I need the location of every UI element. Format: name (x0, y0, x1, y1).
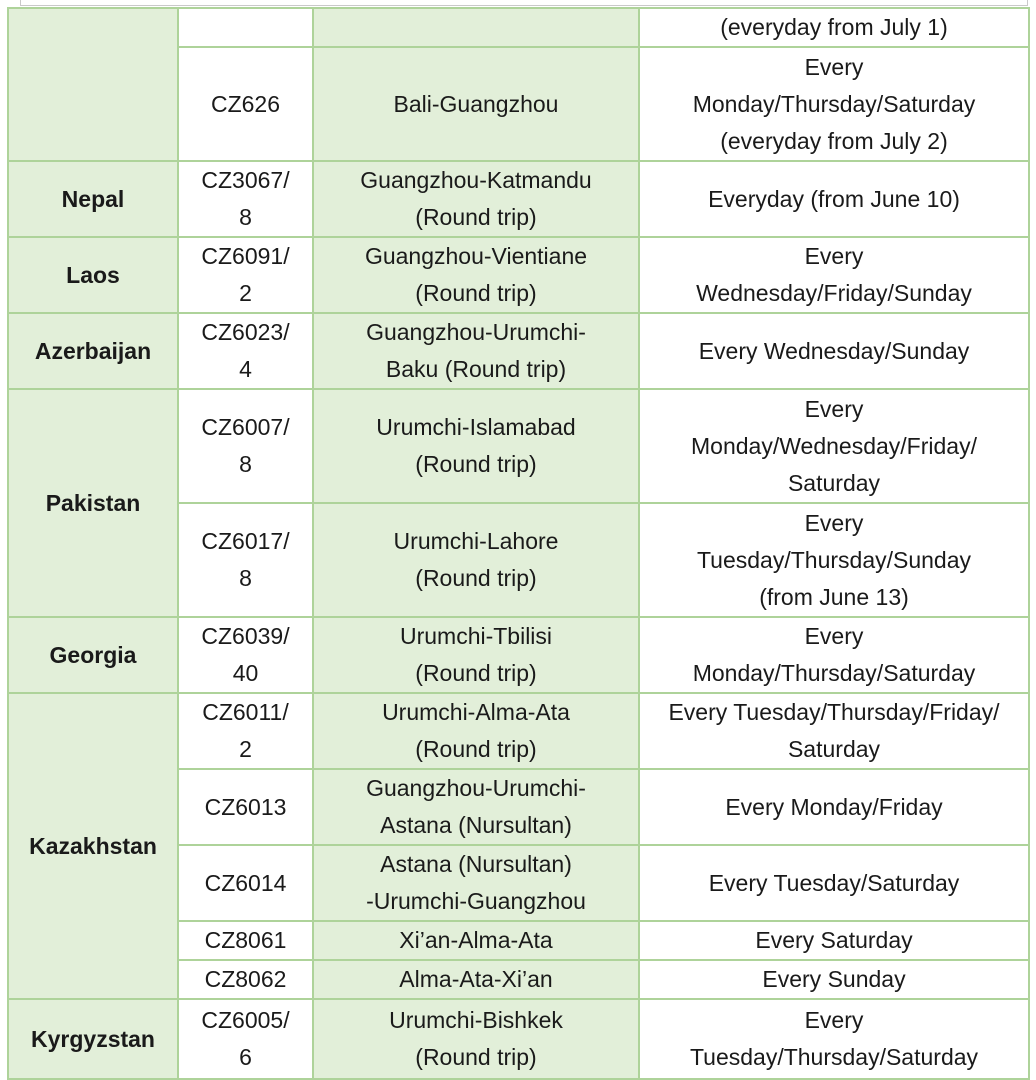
cell-text-line: (Round trip) (415, 204, 537, 230)
country-cell-kazakhstan: Kazakhstan (8, 693, 178, 999)
cell-text-line: CZ6023/ (201, 319, 290, 345)
flight-number-cell (178, 161, 313, 237)
route-cell (313, 8, 639, 47)
cell-text-line: Every Monday/Friday (725, 793, 943, 820)
frequency-cell (639, 313, 1029, 389)
flight-schedule-table (7, 7, 1030, 1080)
cell-text-line: 2 (239, 736, 252, 762)
cell-text-line: Urumchi-Lahore (393, 528, 559, 554)
flight-number-cell (178, 999, 313, 1079)
country-cell-azerbaijan: Azerbaijan (8, 313, 178, 389)
cell-text-line: Every (804, 243, 864, 269)
route-cell (313, 960, 639, 999)
cell-text-line: CZ6005/ (201, 1007, 290, 1033)
cell-text-line: CZ8061 (204, 927, 287, 953)
cell-text-line: Urumchi-Islamabad (376, 414, 576, 440)
flight-number-cell (178, 503, 313, 617)
cell-text-line: (Round trip) (415, 736, 537, 762)
country-cell-pakistan: Pakistan (8, 389, 178, 617)
route-cell (313, 503, 639, 617)
frequency-cell (639, 960, 1029, 999)
cell-text-line: Every (804, 1007, 864, 1033)
table-row (8, 8, 1029, 47)
flight-number-cell (178, 389, 313, 503)
cell-text-line: Every Sunday (762, 966, 906, 992)
frequency-cell (639, 769, 1029, 845)
cell-text-line: Every (804, 53, 864, 80)
country-cell-blank (8, 8, 178, 161)
cell-text-line: CZ6017/ (201, 528, 290, 554)
table-row (8, 389, 1029, 503)
cell-text-line: Tuesday/Thursday/Saturday (689, 1044, 979, 1070)
frequency-cell (639, 921, 1029, 960)
table-row (8, 693, 1029, 769)
cell-text-line: Xi’an-Alma-Ata (399, 927, 553, 953)
table-row (8, 313, 1029, 389)
cell-text-line: Urumchi-Tbilisi (399, 623, 553, 649)
cell-text-line: 8 (239, 451, 252, 477)
cell-text-line: (Round trip) (415, 1044, 537, 1070)
cell-text-line: Every (804, 395, 864, 422)
cell-text-line: CZ6091/ (201, 243, 290, 269)
cell-text-line: Baku (Round trip) (385, 356, 567, 382)
route-cell (313, 845, 639, 921)
frequency-cell (639, 237, 1029, 313)
route-cell (313, 161, 639, 237)
table-row (8, 237, 1029, 313)
frequency-cell (639, 999, 1029, 1079)
flight-number-cell (178, 769, 313, 845)
route-cell (313, 693, 639, 769)
cell-text-line: CZ3067/ (201, 167, 290, 193)
cell-text-line: 40 (232, 660, 259, 686)
country-cell-laos: Laos (8, 237, 178, 313)
country-cell-nepal: Nepal (8, 161, 178, 237)
cell-text-line: Urumchi-Alma-Ata (382, 699, 570, 725)
cell-text-line: Guangzhou-Urumchi- (366, 319, 586, 345)
cell-text-line: Monday/Wednesday/Friday/ (691, 432, 977, 459)
cell-text-line: Guangzhou-Katmandu (360, 167, 592, 193)
cell-text-line: CZ8062 (204, 966, 287, 992)
cell-text-line: CZ6014 (204, 869, 287, 896)
cell-text-line: Every Wednesday/Sunday (698, 337, 970, 364)
route-cell (313, 999, 639, 1079)
frequency-cell (639, 161, 1029, 237)
cell-text-line: -Urumchi-Guangzhou (366, 888, 586, 914)
flight-number-cell (178, 313, 313, 389)
cell-text-line: CZ6039/ (201, 623, 290, 649)
cell-text-line: Guangzhou-Urumchi- (366, 775, 586, 801)
frequency-cell (639, 389, 1029, 503)
cell-text-line: Saturday (787, 469, 881, 496)
country-cell-georgia: Georgia (8, 617, 178, 693)
flight-number-cell (178, 237, 313, 313)
frequency-cell (639, 617, 1029, 693)
cell-text-line: CZ626 (210, 90, 281, 117)
cell-text-line: Every Saturday (755, 927, 913, 953)
cell-text-line: Astana (Nursultan) (380, 812, 572, 838)
cell-text-line: Every (804, 623, 864, 649)
route-cell (313, 313, 639, 389)
cell-text-line: CZ6013 (204, 793, 287, 820)
table-row (8, 999, 1029, 1079)
cell-text-line: Alma-Ata-Xi’an (399, 966, 553, 992)
cell-text-line: Tuesday/Thursday/Sunday (696, 546, 972, 573)
cell-text-line: CZ6011/ (202, 699, 289, 725)
flight-number-cell (178, 921, 313, 960)
frequency-cell (639, 503, 1029, 617)
cell-text-line: 2 (239, 280, 252, 306)
cell-text-line: 8 (239, 565, 252, 591)
country-cell-kyrgyzstan: Kyrgyzstan (8, 999, 178, 1079)
flight-number-cell (178, 47, 313, 161)
previous-page-border (20, 0, 1028, 6)
flight-number-cell (178, 617, 313, 693)
route-cell (313, 389, 639, 503)
route-cell (313, 921, 639, 960)
cell-text-line: Saturday (787, 736, 881, 762)
cell-text-line: (everyday from July 1) (720, 14, 948, 40)
cell-text-line: Monday/Thursday/Saturday (692, 90, 976, 117)
cell-text-line: (everyday from July 2) (720, 127, 948, 154)
frequency-cell (639, 8, 1029, 47)
cell-text-line: Astana (Nursultan) (380, 851, 572, 877)
cell-text-line: Every Tuesday/Thursday/Friday/ (668, 699, 1000, 725)
table-row (8, 617, 1029, 693)
route-cell (313, 617, 639, 693)
cell-text-line: (Round trip) (415, 451, 537, 477)
cell-text-line: (Round trip) (415, 280, 537, 306)
cell-text-line: Bali-Guangzhou (393, 90, 559, 117)
frequency-cell (639, 47, 1029, 161)
cell-text-line: 6 (239, 1044, 252, 1070)
table-row (8, 161, 1029, 237)
flight-number-cell (178, 960, 313, 999)
cell-text-line: CZ6007/ (201, 414, 290, 440)
cell-text-line: Every Tuesday/Saturday (708, 869, 960, 896)
cell-text-line: 8 (239, 204, 252, 230)
flight-number-cell (178, 8, 313, 47)
cell-text-line: Everyday (from June 10) (708, 185, 960, 212)
cell-text-line: Urumchi-Bishkek (389, 1007, 563, 1033)
cell-text-line: Wednesday/Friday/Sunday (696, 280, 972, 306)
cell-text-line: 4 (239, 356, 252, 382)
cell-text-line: Monday/Thursday/Saturday (692, 660, 976, 686)
flight-number-cell (178, 845, 313, 921)
route-cell (313, 769, 639, 845)
flight-number-cell (178, 693, 313, 769)
route-cell (313, 47, 639, 161)
cell-text-line: (Round trip) (415, 660, 537, 686)
route-cell (313, 237, 639, 313)
frequency-cell (639, 693, 1029, 769)
cell-text-line: Every (804, 509, 864, 536)
cell-text-line: (Round trip) (415, 565, 537, 591)
cell-text-line: Guangzhou-Vientiane (364, 243, 588, 269)
frequency-cell (639, 845, 1029, 921)
cell-text-line: (from June 13) (759, 583, 909, 610)
